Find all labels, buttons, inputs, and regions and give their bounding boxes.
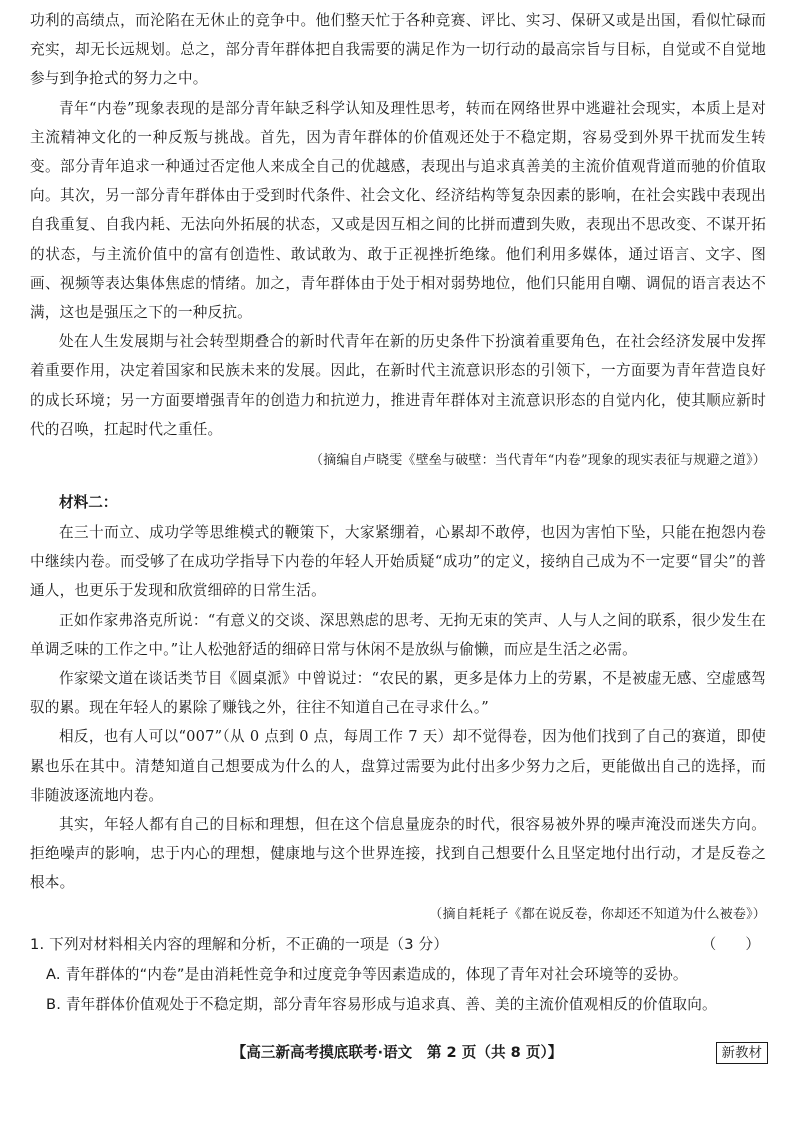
material-two-paragraph: 正如作家弗洛克所说：“有意义的交谈、深思熟虑的思考、无拘无束的笑声、人与人之间的联系，很少发生在单调乏味的工作之中。”让人松弛舒适的细碎日常与休闲不是放纵与偷懒，而应是生活之必需。	[30, 611, 766, 658]
new-textbook-badge: 新教材	[716, 1042, 769, 1064]
material-two-paragraph: 在三十而立、成功学等思维模式的鞭策下，大家紧绷着，心累却不敢停，也因为害怕下坠，只能在抱怨内卷中继续内卷。而受够了在成功学指导下内卷的年轻人开始质疑“成功”的定义，接纳自己成为不一定要“冒尖”的普通人，也更乐于发现和欣赏细碎的日常生活。	[30, 524, 766, 600]
option-a: A. 青年群体的“内卷”是由消耗性竞争和过度竞争等因素造成的，体现了青年对社会环境等的妥协。	[46, 965, 688, 983]
option-b: B. 青年群体价值观处于不稳定期，部分青年容易形成与追求真、善、美的主流价值观相反的价值取向。	[46, 995, 717, 1013]
material-two-paragraph: 相反，也有人可以“007”（从 0 点到 0 点，每周工作 7 天）却不觉得卷，因为他们找到了自己的赛道，即使累也乐在其中。清楚知道自己想要成为什么的人，盘算过需要为此付出多少努力之后，更能做出自己的选择，而非随波逐流地内卷。	[30, 728, 766, 804]
material-one-paragraph: 功利的高绩点，而沦陷在无休止的竞争中。他们整天忙于各种竞赛、评比、实习、保研又或是出国，看似忙碌而充实，却无长远规划。总之，部分青年群体把自我需要的满足作为一切行动的最高宗旨与目标，自觉或不自觉地参与到争抢式的努力之中。	[30, 12, 766, 88]
material-two-heading: 材料二：	[59, 494, 118, 512]
material-one-paragraph: 处在人生发展期与社会转型期叠合的新时代青年在新的历史条件下扮演着重要角色，在社会经济发展中发挥着重要作用，决定着国家和民族未来的发展。因此，在新时代主流意识形态的引领下，一方面要为青年营造良好的成长环境；另一方面要增强青年的创造力和抗逆力，推进青年群体对主流意识形态的自觉内化，使其顺应新时代的召唤，扛起时代之重任。	[30, 333, 766, 438]
question-1	[30, 930, 766, 960]
footer-page-info: 【高三新高考摸底联考·语文 第 2 页（共 8 页）】	[231, 1044, 563, 1061]
material-two-source: （摘自耗耗子《都在说反卷，你却还不知道为什么被卷》）	[429, 906, 766, 922]
material-two-paragraph: 其实，年轻人都有自己的目标和理想，但在这个信息量庞杂的时代，很容易被外界的噪声淹没而迷失方向。拒绝噪声的影响，忠于内心的理想，健康地与这个世界连接，找到自己想要什么且坚定地付出行动，才是反卷之根本。	[30, 816, 766, 892]
question-1-text: 1. 下列对材料相关内容的理解和分析，不正确的一项是（3 分）	[30, 935, 449, 953]
material-one-source: （摘编自卢晓雯《壁垒与破壁：当代青年“内卷”现象的现实表征与规避之道》）	[310, 453, 766, 469]
answer-bracket[interactable]: （ ）	[701, 935, 760, 953]
material-two-paragraph: 作家梁文道在谈话类节目《圆桌派》中曾说过：“农民的累，更多是体力上的劳累，不是被虚无感、空虚感驾驭的累。现在年轻人的累除了赚钱之外，往往不知道自己在寻求什么。”	[30, 670, 766, 717]
page-footer	[0, 1041, 794, 1065]
page-content	[30, 6, 766, 1020]
material-one-paragraph: 青年“内卷”现象表现的是部分青年缺乏科学认知及理性思考，转而在网络世界中逃避社会现实，本质上是对主流精神文化的一种反叛与挑战。首先，因为青年群体的价值观还处于不稳定期，容易受到外界干扰而发生转变。部分青年追求一种通过否定他人来成全自己的优越感，表现出与追求真善美的主流价值观背道而驰的价值取向。其次，另一部分青年群体由于受到时代条件、社会文化、经济结构等复杂因素的影响，在社会实践中表现出自我重复、自我内耗、无法向外拓展的状态，又或是因互相之间的比拼而遭到失败，表现出不思改变、不谋开拓的状态，与主流价值中的富有创造性、敢试敢为、敢于正视挫折绝缘。他们利用多媒体，通过语言、文字、图画、视频等表达集体焦虑的情绪。加之，青年群体由于处于相对弱势地位，他们只能用自嘲、调侃的语言表达不满，这也是强压之下的一种反抗。	[30, 99, 766, 322]
